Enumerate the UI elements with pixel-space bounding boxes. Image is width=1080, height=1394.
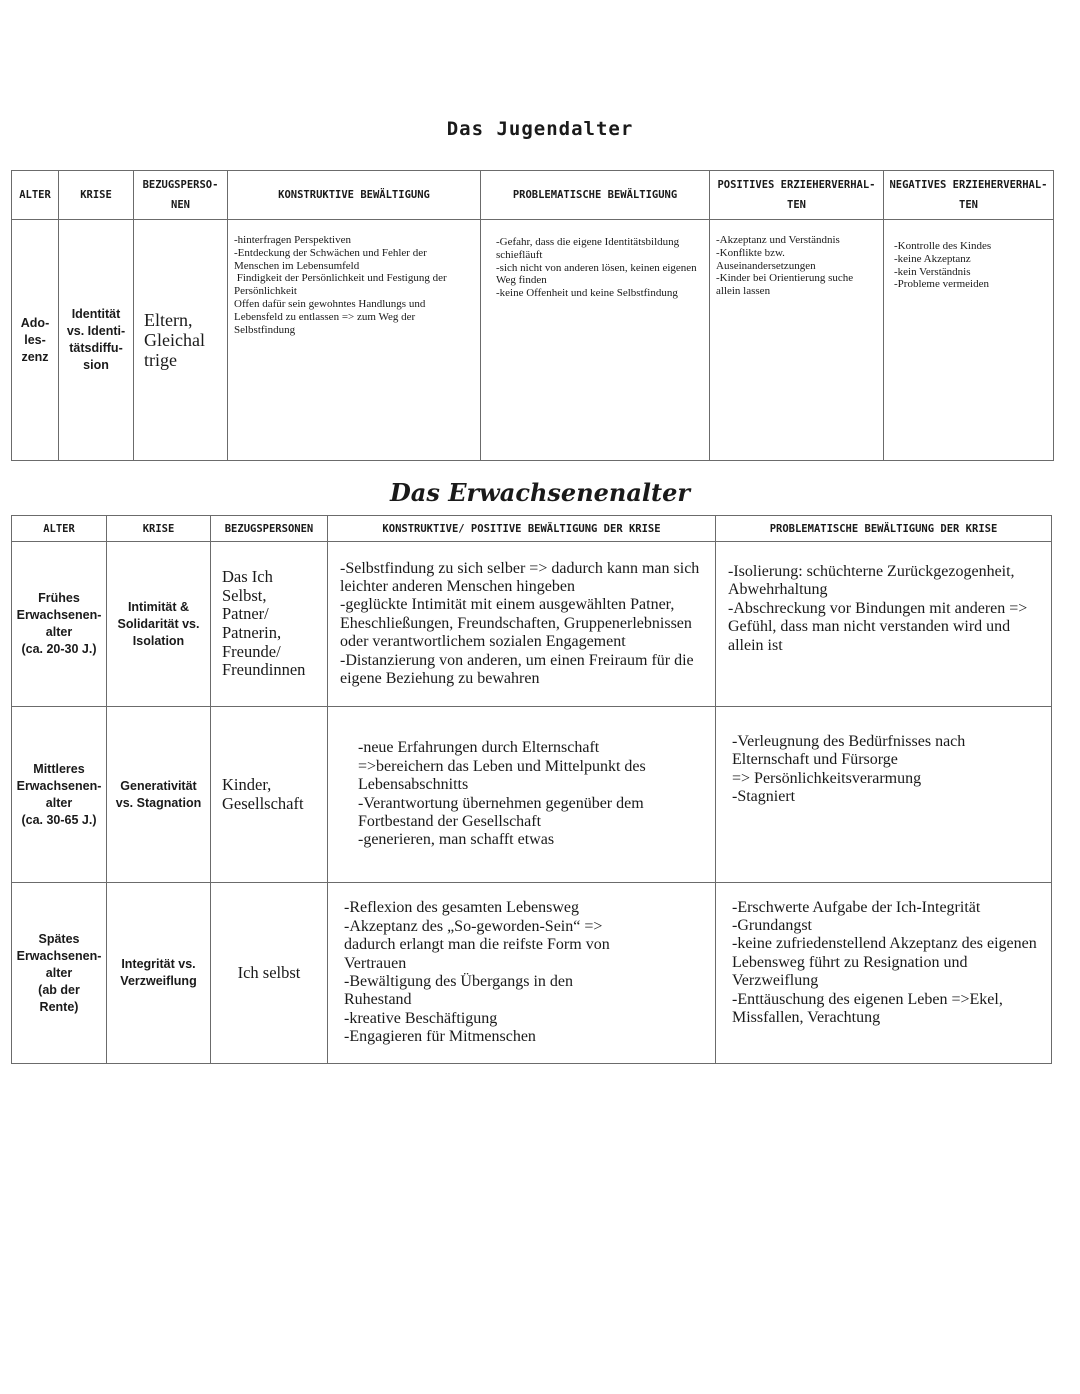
cell-positiv — [710, 220, 884, 461]
list-item: -Reflexion des gesamten Lebensweg — [344, 899, 580, 917]
list-item: -keine Offenheit und keine Selbstfindung — [496, 287, 678, 300]
cell-krise: Intimität & Solidarität vs. Isolation — [107, 542, 211, 707]
cell-problematisch — [481, 220, 710, 461]
list-item: -Distanzierung von anderen, um einen Freiraum für die eigene Beziehung zu bewahren — [340, 651, 698, 688]
list-item: -Grundangst — [732, 916, 812, 934]
list-item: -Erschwerte Aufgabe der Ich-Integrität — [732, 898, 981, 916]
table-jugendalter — [11, 170, 1054, 461]
cell-problematisch — [716, 707, 1052, 883]
cell-bezug: Ich selbst — [211, 883, 328, 1064]
cell-krise: Identität vs. Identi- tätsdiffu- sion — [59, 220, 134, 461]
list-item: -Gefahr, dass die eigene Identitätsbildung schiefläuft — [496, 236, 682, 261]
cell-alter: Mittleres Erwachsenen- alter (ca. 30-65 J.) — [12, 707, 107, 883]
list-item: -Verantwortung übernehmen gegenüber dem Fortbestand der Gesellschaft — [358, 794, 648, 830]
table-row — [12, 707, 1052, 883]
cell-problematisch — [716, 542, 1052, 707]
list-item: -Entdeckung der Schwächen und Fehler der Menschen im Lebensumfeld — [234, 246, 430, 272]
cell-negativ — [884, 220, 1054, 461]
list-item: -Konflikte bzw. Auseinandersetzungen — [716, 246, 816, 272]
list-item: => Persönlichkeitsverarmung — [732, 769, 922, 787]
list-item: -Kinder bei Orientierung suche allein lassen — [716, 272, 856, 298]
cell-bezug: Das Ich Selbst, Patner/ Patnerin, Freunde/ Freundinnen — [211, 542, 328, 707]
header-problematisch: PROBLEMATISCHE BEWÄLTIGUNG — [481, 171, 710, 220]
cell-krise: Generativität vs. Stagnation — [107, 707, 211, 883]
list-item: -Kontrolle des Kindes — [894, 240, 992, 252]
table-erwachsenenalter — [11, 515, 1052, 1064]
cell-alter: Frühes Erwachsenen- alter (ca. 20-30 J.) — [12, 542, 107, 707]
header-negativ: NEGATIVES ERZIEHERVERHAL- TEN — [884, 171, 1054, 220]
list-item: -Bewältigung des Übergangs in den Ruhestand — [344, 973, 577, 1009]
table-row — [12, 883, 1052, 1064]
list-item: -kein Verständnis — [894, 265, 971, 278]
list-item: -Abschreckung vor Bindungen mit anderen => Gefühl, dass man nicht verstanden wird und allein ist — [728, 599, 1032, 654]
list-item: -neue Erfahrungen durch Elternschaft — [358, 739, 600, 757]
title-erwachsenenalter: Das Erwachsenenalter — [389, 478, 691, 507]
header-konstruktiv: KONSTRUKTIVE/ POSITIVE BEWÄLTIGUNG DER KRISE — [328, 516, 716, 542]
list-item: -Selbstfindung zu sich selber => dadurch kann man sich leichter anderen Menschen hingeben — [340, 559, 704, 595]
header-alter: ALTER — [12, 516, 107, 542]
table-row — [12, 220, 1054, 461]
list-item: -Akzeptanz und Verständnis — [716, 234, 840, 246]
title-jugendalter: Das Jugendalter — [446, 118, 634, 140]
list-item: -generieren, man schafft etwas — [358, 831, 555, 849]
cell-alter: Ado- les- zenz — [12, 220, 59, 461]
cell-bezug: Eltern, Gleichal trige — [134, 220, 228, 461]
cell-krise: Integrität vs. Verzweiflung — [107, 883, 211, 1064]
list-item: -sich nicht von anderen lösen, keinen eigenen Weg finden — [496, 261, 700, 287]
header-row — [12, 171, 1054, 220]
list-item: -keine zufriedenstellend Akzeptanz des eigenen Lebensweg führt zu Resignation und Verzweiflung — [732, 935, 1041, 990]
list-item: -Stagniert — [732, 787, 796, 805]
cell-problematisch — [716, 883, 1052, 1064]
list-item: Findigkeit der Persönlichkeit und Festigung der Persönlichkeit — [234, 272, 450, 298]
list-item: -Akzeptanz des „So-geworden-Sein“ => dadurch erlangt man die reifste Form von Vertrauen — [344, 917, 614, 972]
list-item: -Verleugnung des Bedürfnisses nach Elternschaft und Fürsorge — [732, 732, 970, 769]
cell-alter: Spätes Erwachsenen- alter (ab der Rente) — [12, 883, 107, 1064]
header-krise: KRISE — [59, 171, 134, 220]
list-item: -Probleme vermeiden — [894, 278, 989, 291]
cell-konstruktiv — [228, 220, 481, 461]
header-bezugspersonen: BEZUGSPERSONEN — [211, 516, 328, 542]
table-row — [12, 542, 1052, 707]
list-item: -kreative Beschäftigung — [344, 1009, 498, 1027]
list-item: -Isolierung: schüchterne Zurückgezogenheit, Abwehrhaltung — [728, 562, 1018, 599]
list-item: -geglückte Intimität mit einem ausgewählten Patner, Eheschließungen, Freundschaften, Gruppenerlebnissen oder verantwortlichem sozialen Engagement — [340, 596, 696, 651]
header-problematisch: PROBLEMATISCHE BEWÄLTIGUNG DER KRISE — [716, 516, 1052, 542]
cell-konstruktiv — [328, 707, 716, 883]
cell-bezug: Kinder, Gesellschaft — [211, 707, 328, 883]
list-item: -keine Akzeptanz — [894, 252, 971, 265]
header-alter: ALTER — [12, 171, 59, 220]
list-item: -hinterfragen Perspektiven — [234, 234, 351, 246]
cell-konstruktiv — [328, 883, 716, 1064]
list-item: =>bereichern das Leben und Mittelpunkt des Lebensabschnitts — [358, 757, 650, 794]
header-konstruktiv: KONSTRUKTIVE BEWÄLTIGUNG — [228, 171, 481, 220]
header-row — [12, 516, 1052, 542]
cell-konstruktiv — [328, 542, 716, 707]
header-bezugspersonen: BEZUGSPERSO- NEN — [134, 171, 228, 220]
header-krise: KRISE — [107, 516, 211, 542]
header-positiv: POSITIVES ERZIEHERVERHAL- TEN — [710, 171, 884, 220]
list-item: Offen dafür sein gewohntes Handlungs und Lebensfeld zu entlassen => zum Weg der Selbstfindung — [234, 297, 429, 336]
list-item: -Enttäuschung des eigenen Leben =>Ekel, Missfallen, Verachtung — [732, 990, 1007, 1027]
list-item: -Engagieren für Mitmenschen — [344, 1028, 536, 1046]
